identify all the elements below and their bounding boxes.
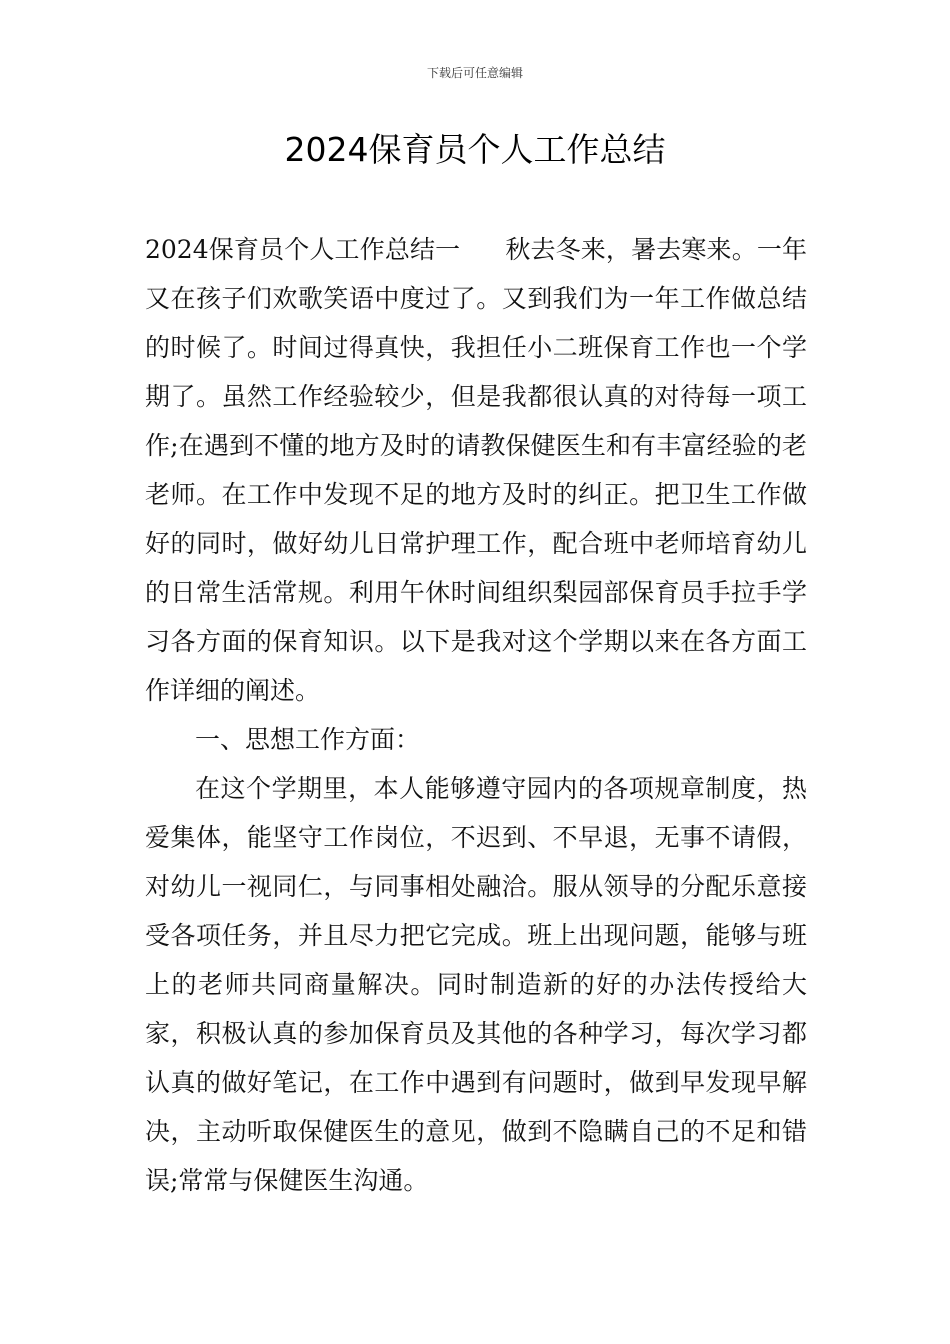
document-title: 2024保育员个人工作总结 xyxy=(284,130,666,169)
section-heading: 一、思想工作方面： xyxy=(195,725,421,754)
paragraph-lead-title: 2024保育员个人工作总结一 xyxy=(145,235,461,264)
document-body xyxy=(145,225,807,1205)
paragraph-text: 秋去冬来，暑去寒来。一年又在孩子们欢歌笑语中度过了。又到我们为一年工作做总结的时候了。时间过得真快，我担任小二班保育工作也一个学期了。虽然工作经验较少，但是我都很认真的对待每一项工作;在遇到不懂的地方及时的请教保健医生和有丰富经验的老老师。在工作中发现不足的地方及时的纠正。把卫生工作做好的同时，做好幼儿日常护理工作，配合班中老师培育幼儿的日常生活常规。利用午休时间组织梨园部保育员手拉手学习各方面的保育知识。以下是我对这个学期以来在各方面工作详细的阐述。 xyxy=(145,235,807,705)
paragraph-intro xyxy=(145,225,807,715)
paragraph-section-body: 在这个学期里，本人能够遵守园内的各项规章制度，热爱集体，能坚守工作岗位，不迟到、不早退，无事不请假，对幼儿一视同仁，与同事相处融洽。服从领导的分配乐意接受各项任务，并且尽力把它完成。班上出现问题，能够与班上的老师共同商量解决。同时制造新的好的办法传授给大家，积极认真的参加保育员及其他的各种学习，每次学习都认真的做好笔记，在工作中遇到有问题时，做到早发现早解决，主动听取保健医生的意见，做到不隐瞒自己的不足和错误;常常与保健医生沟通。 xyxy=(145,774,807,1195)
header-note: 下载后可任意编辑 xyxy=(426,66,523,80)
